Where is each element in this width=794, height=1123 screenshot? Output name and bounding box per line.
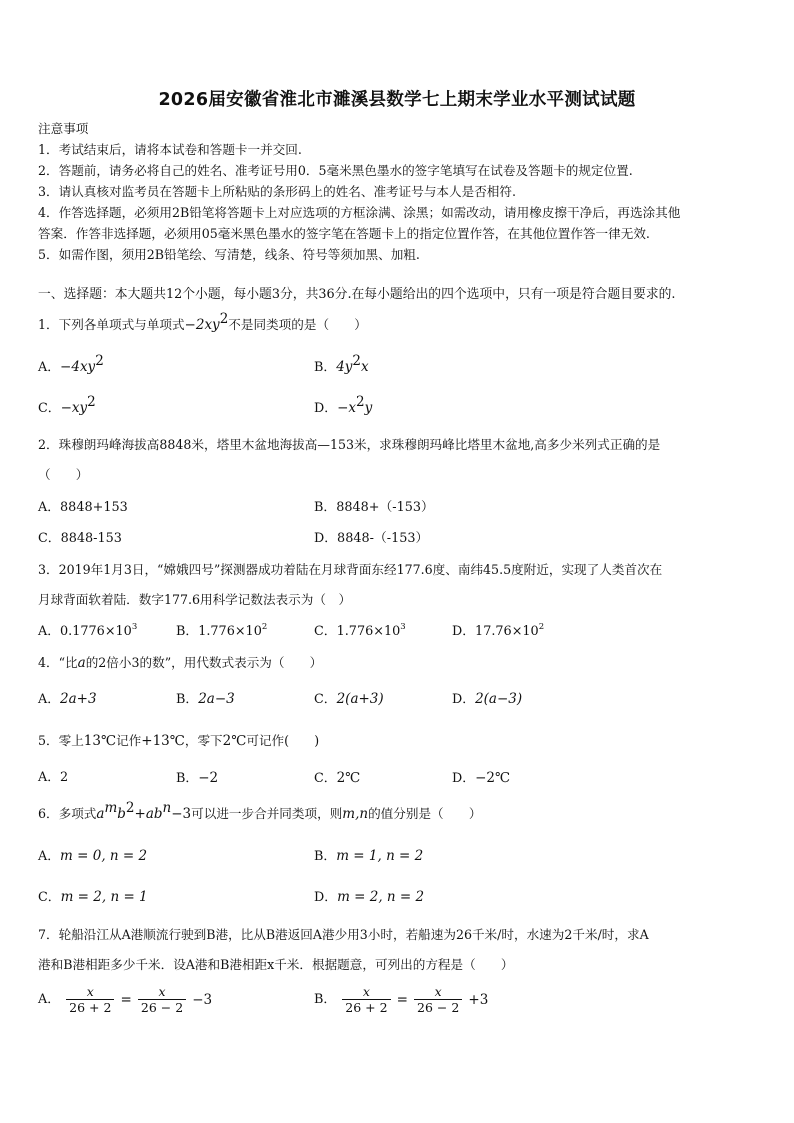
notice-item-3: 3．请认真核对监考员在答题卡上所粘贴的条形码上的姓名、准考证号与本人是否相符.: [38, 184, 516, 199]
question-5: 5．零上13℃记作+13℃，零下2℃可记作( ): [38, 733, 320, 749]
q1-option-a: A．$-4xy^2$: [38, 353, 104, 375]
q3-option-d: D．$17.76\times 10^2$: [452, 622, 545, 639]
q2-option-a: A．8848+153: [38, 500, 128, 515]
q7-a-fraction-right: $\frac{x}{26 - 2}$: [138, 984, 186, 1016]
q6-option-d: D．m = 2, n = 2: [314, 889, 425, 905]
q4-option-c: C．2(a+3): [314, 691, 384, 707]
q7-option-b: B． $\frac{x}{26 + 2}$ = $\frac{x}{26 - 2}$ +3: [314, 984, 489, 1015]
q1-option-c: C．$-xy^2$: [38, 394, 96, 416]
q3-option-a: A．$0.1776\times 10^3$: [38, 622, 138, 639]
question-2: 2．珠穆朗玛峰海拔高8848米，塔里木盆地海拔高—153米，求珠穆朗玛峰比塔里木盆地,高多少米列式正确的是: [38, 437, 661, 452]
q6-option-c: C．m = 2, n = 1: [38, 889, 148, 905]
notice-item-1: 1．考试结束后，请将本试卷和答题卡一并交回.: [38, 142, 302, 157]
q4-option-d: D．2(a−3): [452, 691, 523, 707]
question-3: 3．2019年1月3日，“嫦娥四号”探测器成功着陆在月球背面东经177.6度、南纬45.5度附近，实现了人类首次在: [38, 562, 663, 577]
question-1: 1．下列各单项式与单项式$-2xy^2$不是同类项的是（ ）: [38, 311, 367, 333]
q4-option-b: B．2a−3: [176, 691, 235, 707]
q5-option-c: C．2℃: [314, 770, 361, 786]
q1-option-d: D．$-x^2y$: [314, 394, 373, 416]
q2-option-c: C．8848-153: [38, 531, 122, 546]
question-4: 4．“比a的2倍小3的数”，用代数式表示为（ ）: [38, 655, 323, 671]
q5-option-b: B．−2: [176, 770, 219, 786]
notice-item-4: 4．作答选择题，必须用2B铅笔将答题卡上对应选项的方框涂满、涂黑；如需改动，请用橡皮擦干净后，再选涂其他: [38, 205, 681, 220]
q7-a-fraction-left: $\frac{x}{26 + 2}$: [66, 984, 114, 1016]
q7-b-fraction-left: $\frac{x}{26 + 2}$: [342, 984, 390, 1016]
notice-item-2: 2．答题前，请务必将自己的姓名、准考证号用0．5毫米黑色墨水的签字笔填写在试卷及答题卡的规定位置.: [38, 163, 633, 178]
question-2-blank: （ ）: [38, 467, 89, 482]
q3-option-c: C．$1.776\times 10^3$: [314, 622, 406, 639]
q5-option-d: D．−2℃: [452, 770, 511, 786]
page-title: 2026届安徽省淮北市濉溪县数学七上期末学业水平测试试题: [158, 90, 636, 110]
q7-b-fraction-right: $\frac{x}{26 - 2}$: [414, 984, 462, 1016]
q5-option-a: A．2: [38, 770, 69, 785]
question-7: 7．轮船沿江从A港顺流行驶到B港，比从B港返回A港少用3小时，若船速为26千米/时，水速为2千米/时，求A: [38, 927, 649, 942]
section-heading: 一、选择题：本大题共12个小题，每小题3分，共36分.在每小题给出的四个选项中，只有一项是符合题目要求的.: [38, 287, 676, 302]
question-7-cont: 港和B港相距多少千米．设A港和B港相距x千米．根据题意，可列出的方程是（ ）: [38, 957, 514, 972]
notice-heading: 注意事项: [38, 121, 89, 136]
q1-option-b: B．$4y^2x$: [314, 353, 369, 375]
q2-option-b: B．8848+（-153）: [314, 500, 434, 515]
q2-option-d: D．8848-（-153）: [314, 531, 429, 546]
q6-option-a: A．m = 0, n = 2: [38, 848, 148, 864]
question-3-cont: 月球背面软着陆．数字177.6用科学记数法表示为（ ）: [38, 592, 352, 607]
q7-option-a: A． $\frac{x}{26 + 2}$ = $\frac{x}{26 - 2}$ −3: [38, 984, 213, 1015]
q3-option-b: B．$1.776\times 10^2$: [176, 622, 268, 639]
notice-item-4-cont: 答案．作答非选择题，必须用05毫米黑色墨水的签字笔在答题卡上的指定位置作答，在其他位置作答一律无效.: [38, 226, 650, 241]
question-6: 6．多项式$a^mb^2+ab^n-3$可以进一步合并同类项，则m,n的值分别是（ ）: [38, 800, 482, 822]
notice-item-5: 5．如需作图，须用2B铅笔绘、写清楚，线条、符号等须加黑、加粗.: [38, 247, 420, 262]
q4-option-a: A．2a+3: [38, 691, 97, 707]
q6-option-b: B．m = 1, n = 2: [314, 848, 424, 864]
